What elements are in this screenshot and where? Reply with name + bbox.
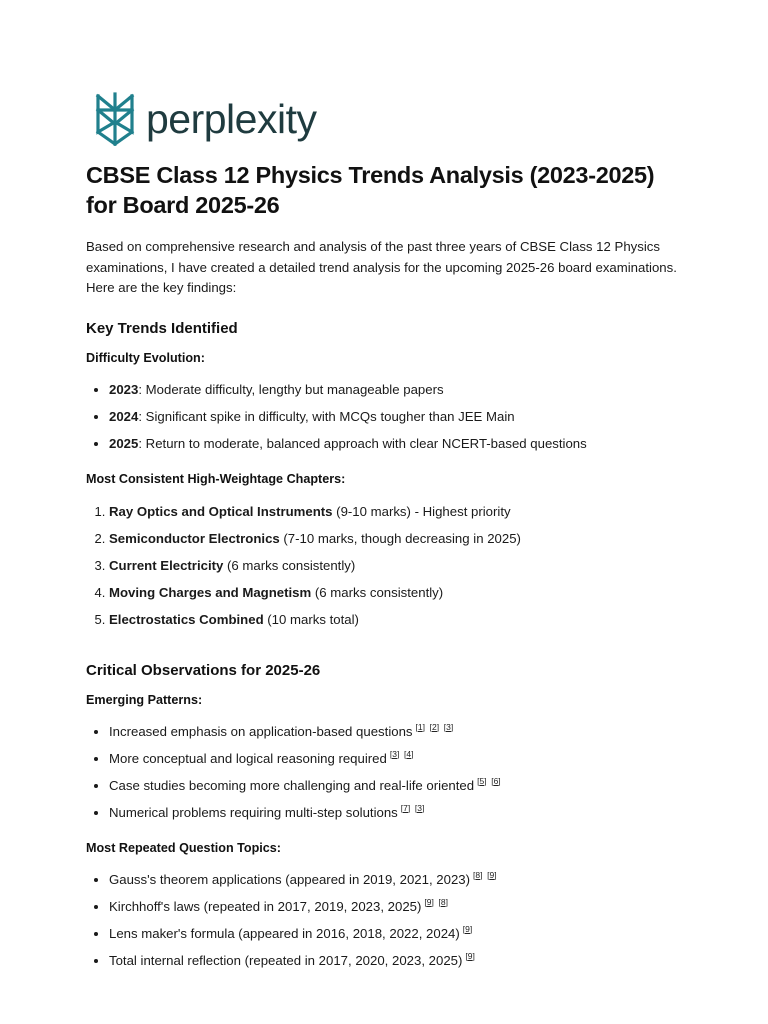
document-content (86, 160, 686, 979)
chapters-list (86, 503, 686, 638)
citation-link[interactable]: [3] (443, 721, 454, 732)
list-item: • Case studies becoming more challenging and real-life oriented [5] [6] (109, 777, 686, 804)
citation-link[interactable]: [9] (424, 896, 434, 907)
citation-link[interactable]: [7] (400, 802, 411, 813)
citation-link[interactable]: [6] (491, 775, 501, 786)
citation-link[interactable]: [8] (473, 869, 483, 880)
list-item: 5. Electrostatics Combined (10 marks total) (109, 611, 686, 638)
list-item: • 2024: Significant spike in difficulty, with MCQs tougher than JEE Main (109, 408, 686, 435)
citation-link[interactable]: [9] (462, 923, 473, 934)
section-heading-critical-observations: Critical Observations for 2025-26 (86, 661, 321, 679)
list-item: 3. Current Electricity (6 marks consistently) (109, 557, 686, 584)
list-item: • 2025: Return to moderate, balanced approach with clear NCERT-based questions (109, 435, 686, 462)
brand-name: perplexity (146, 95, 317, 142)
citation-link[interactable]: [5] (477, 775, 487, 786)
list-item: • Lens maker's formula (appeared in 2016, 2018, 2022, 2024) [9] (109, 925, 686, 952)
citation-link[interactable]: [8] (438, 896, 448, 907)
list-item: 1. Ray Optics and Optical Instruments (9-10 marks) - Highest priority (109, 503, 686, 530)
subheading-difficulty-evolution: Difficulty Evolution: (86, 350, 205, 365)
citation-link[interactable]: [3] (414, 802, 425, 813)
subheading-repeated-topics: Most Repeated Question Topics: (86, 840, 281, 855)
patterns-list (86, 723, 686, 831)
topics-list (86, 871, 686, 979)
difficulty-list (86, 381, 686, 462)
subheading-high-weightage-chapters: Most Consistent High-Weightage Chapters: (86, 471, 346, 486)
page-title: CBSE Class 12 Physics Trends Analysis (2023-2025) for Board 2025-26 (86, 162, 655, 218)
citation-link[interactable]: [1] (415, 721, 425, 732)
citation-link[interactable]: [3] (389, 748, 400, 759)
intro-paragraph: Based on comprehensive research and analysis of the past three years of CBSE Class 12 Physics examinations, I have created a detailed trend analysis for the upcoming 2025-26 board examinations. Here are the key findings: (86, 239, 677, 295)
list-item: • 2023: Moderate difficulty, lengthy but manageable papers (109, 381, 686, 408)
list-item: 4. Moving Charges and Magnetism (6 marks consistently) (109, 584, 686, 611)
list-item: • Increased emphasis on application-based questions [1] [2] [3] (109, 723, 686, 750)
subheading-emerging-patterns: Emerging Patterns: (86, 692, 203, 707)
list-item: 2. Semiconductor Electronics (7-10 marks, though decreasing in 2025) (109, 530, 686, 557)
citation-link[interactable]: [4] (403, 748, 414, 759)
list-item: • Numerical problems requiring multi-step solutions [7] [3] (109, 804, 686, 831)
perplexity-logo-icon (94, 92, 136, 146)
citation-link[interactable]: [9] (487, 869, 497, 880)
list-item: • Total internal reflection (repeated in 2017, 2020, 2023, 2025) [9] (109, 952, 686, 979)
citation-link[interactable]: [2] (429, 721, 440, 732)
citation-link[interactable]: [9] (465, 950, 475, 961)
list-item: • More conceptual and logical reasoning required [3] [4] (109, 750, 686, 777)
list-item: • Kirchhoff's laws (repeated in 2017, 2019, 2023, 2025) [9] [8] (109, 898, 686, 925)
section-heading-key-trends: Key Trends Identified (86, 319, 238, 337)
list-item: • Gauss's theorem applications (appeared in 2019, 2021, 2023) [8] [9] (109, 871, 686, 898)
brand-logo (94, 92, 316, 146)
